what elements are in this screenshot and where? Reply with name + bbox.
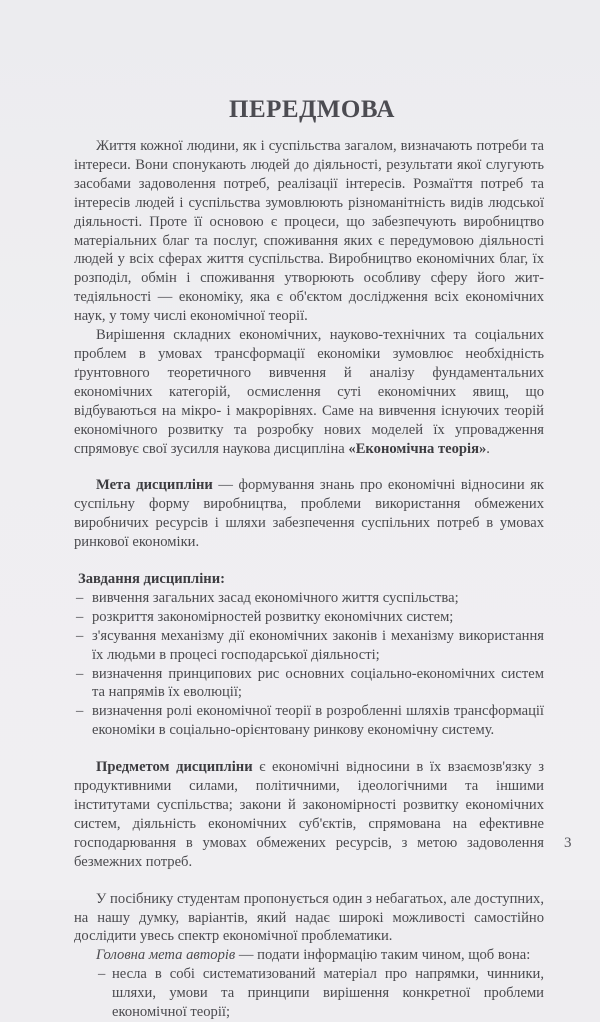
spacer [74,740,544,758]
list-item [74,589,544,608]
page-number: 3 [564,835,572,851]
authors-goal-block [74,946,544,1022]
intro-paragraph-1: Життя кожної людини, як і суспільства загалом, визначають потреби та інтереси. Вони спонукають людей до діяльності, результати якої слугують засобами задоволення потреб, реалізації інтересів. Розмаїття потреб та інтересів людей і суспільства зумовлюють різноманітність видів людської діяльності. Проте її основою є процеси, що забезпечують виробництво матеріальних благ та послуг, споживання яких є передумовою діяльності людей у всіх сферах життя суспільства. Виробництво економічних благ, їх розподіл, обмін і споживання утворюють особливу сферу його життедіяльності — економіку, яка є об'єктом дослідження всіх економічних наук, у тому числі економічної теорії. [74,138,544,325]
list-item [74,608,544,627]
spacer [74,552,544,570]
goal-label: Мета дисципліни [96,477,213,494]
discipline-name: «Економічна теорія» [348,440,487,457]
spacer [74,872,544,890]
authors-goal-list [96,965,544,1022]
dash-bullet: – [76,608,84,625]
list-item-text: визначення ролі економічної теорії в розробленні шляхів трансформації економіки в соціально-орієнтовану ринкову економічну систему. [92,703,544,739]
list-item-text: з'ясування механізму дії економічних законів і механізму використання їх людьми в процесі господарської діяльності; [92,627,544,663]
list-item [96,965,544,1022]
intro-paragraph-2-text: Вирішення складних економічних, науково-технічних та соціальних проблем в умовах трансформації економіки зумовлює необхідність ґрунтовного теоретичного вивчення й аналізу фундаментальних економічних категорій, осмислення суті економічних явищ, що відбуваються на мікро- і макрорівнях. Саме на вивчення існуючих теорій економічного розвитку та розробку нових моделей їх упровадження спрямовує свої зусилля наукова дисципліна [74,327,544,457]
list-item [74,627,544,665]
list-item-text: несла в собі систематизований матеріал про напрямки, чинники, шляхи, умови та принципи вирішення конкретної проблеми економічної теорії; [112,966,544,1021]
list-item [74,665,544,703]
intro-paragraph-2-end: . [486,440,490,457]
dash-bullet: – [76,703,84,720]
subject-text: є економічні відносини в їх взаємозв'язку з продуктивними силами, політичними, ідеологічними та іншими інститутами суспільства; закони й закономірності розвитку економічних систем, діяльність економічних суб'єктів, спрямована на ефективне господарювання в умовах обмежених ресурсів, з метою задоволення безмежних потреб. [74,759,544,870]
dash-bullet: – [76,627,84,644]
list-item-text: вивчення загальних засад економічного життя суспільства; [92,589,459,606]
authors-goal-line [96,946,544,965]
page-title: ПЕРЕДМОВА [229,96,395,123]
tasks-list [74,589,544,740]
goal-text: — формування знань про економічні відносини як суспільну форму виробництва, проблеми використання обмежених виробничих ресурсів і шляхи забезпечення суспільних потреб в умовах ринкової економіки. [74,477,545,551]
intro-paragraph-2 [74,326,544,458]
authors-goal-label: Головна мета авторів [96,947,236,964]
authors-goal-text: — подати інформацію таким чином, щоб вона: [235,947,531,964]
dash-bullet: – [76,589,84,606]
list-item [74,702,544,740]
spacer [74,458,544,476]
page-content [74,95,544,1022]
list-item-text: визначення принципових рис основних соціально-економічних систем та напрямів їх еволюції; [92,665,544,701]
manual-paragraph: У посібнику студентам пропонується один з небагатьох, але доступних, на нашу думку, варіантів, який надає широкі можливості самостійно дослідити увесь спектр економічної проблематики. [74,890,544,945]
goal-paragraph [74,476,544,552]
dash-bullet: – [76,665,84,682]
dash-bullet: – [98,966,106,983]
subject-label: Предметом дисципліни [96,759,253,776]
subject-paragraph [74,758,544,871]
list-item-text: розкриття закономірностей розвитку економічних систем; [92,608,454,625]
tasks-heading: Завдання дисципліни: [78,571,225,588]
